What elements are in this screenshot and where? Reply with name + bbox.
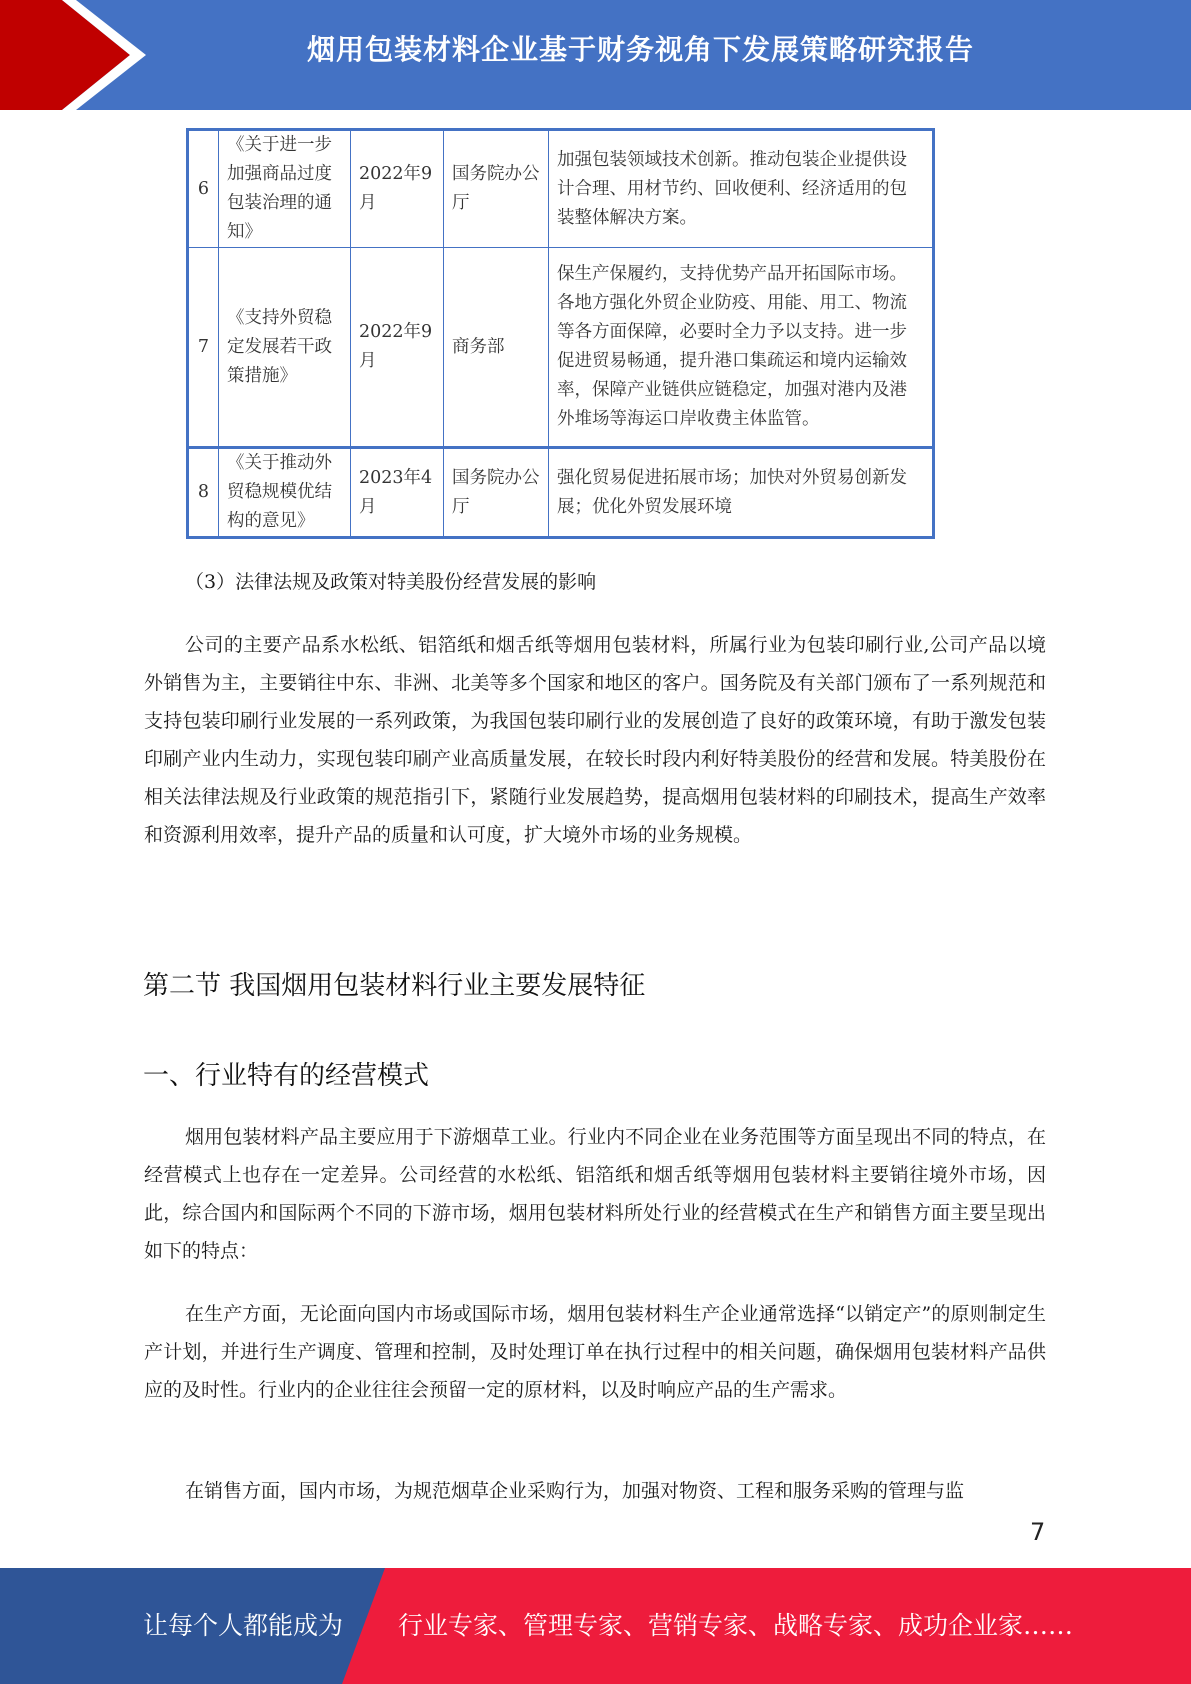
policy-name: 《关于进一步加强商品过度包装治理的通知》 bbox=[219, 130, 351, 248]
subsection-title: 一、行业特有的经营模式 bbox=[143, 1061, 430, 1091]
table-row bbox=[188, 130, 934, 248]
policy-content: 保生产保履约，支持优势产品开拓国际市场。各地方强化外贸企业防疫、用能、用工、物流等各方面保障，必要时全力予以支持。进一步促进贸易畅通，提升港口集疏运和境内运输效率，保障产业链供应链稳定，加强对港内及港外堆场等海运口岸收费主体监管。 bbox=[549, 248, 934, 448]
paragraph: 在生产方面，无论面向国内市场或国际市场，烟用包装材料生产企业通常选择“以销定产”的原则制定生产计划，并进行生产调度、管理和控制，及时处理订单在执行过程中的相关问题，确保烟用包装材料产品供应的及时性。行业内的企业往往会预留一定的原材料，以及时响应产品的生产需求。 bbox=[144, 1303, 1046, 1401]
row-number: 6 bbox=[188, 130, 219, 248]
policy-issuer: 国务院办公厅 bbox=[444, 130, 549, 248]
row-number: 8 bbox=[188, 448, 219, 538]
table-row bbox=[188, 448, 934, 538]
policy-name: 《支持外贸稳定发展若干政策措施》 bbox=[219, 248, 351, 448]
table-row bbox=[188, 248, 934, 448]
paragraph: 在销售方面，国内市场，为规范烟草企业采购行为，加强对物资、工程和服务采购的管理与监 bbox=[185, 1480, 965, 1502]
policy-date: 2023年4月 bbox=[351, 448, 444, 538]
row-number: 7 bbox=[188, 248, 219, 448]
policy-date: 2022年9月 bbox=[351, 248, 444, 448]
policy-table bbox=[186, 128, 935, 539]
section-title: 第二节 我国烟用包装材料行业主要发展特征 bbox=[143, 971, 646, 1001]
policy-issuer: 国务院办公厅 bbox=[444, 448, 549, 538]
report-title: 烟用包装材料企业基于财务视角下发展策略研究报告 bbox=[306, 33, 974, 66]
page-header bbox=[0, 0, 1191, 110]
policy-name: 《关于推动外贸稳规模优结构的意见》 bbox=[219, 448, 351, 538]
footer-slogan-left: 让每个人都能成为 bbox=[143, 1611, 344, 1640]
policy-issuer: 商务部 bbox=[444, 248, 549, 448]
policy-content: 强化贸易促进拓展市场；加快对外贸易创新发展；优化外贸发展环境 bbox=[549, 448, 934, 538]
policy-date: 2022年9月 bbox=[351, 130, 444, 248]
page-footer bbox=[0, 1568, 1191, 1684]
page-number: 7 bbox=[1030, 1518, 1046, 1546]
paragraph: 公司的主要产品系水松纸、铝箔纸和烟舌纸等烟用包装材料，所属行业为包装印刷行业,公司产品以境外销售为主，主要销往中东、非洲、北美等多个国家和地区的客户。国务院及有关部门颁布了一系列规范和支持包装印刷行业发展的一系列政策，为我国包装印刷行业的发展创造了良好的政策环境，有助于激发包装印刷产业内生动力，实现包装印刷产业高质量发展，在较长时段内利好特美股份的经营和发展。特美股份在相关法律法规及行业政策的规范指引下，紧随行业发展趋势，提高烟用包装材料的印刷技术，提高生产效率和资源利用效率，提升产品的质量和认可度，扩大境外市场的业务规模。 bbox=[144, 634, 1046, 846]
footer-slogan-right: 行业专家、管理专家、营销专家、战略专家、成功企业家…… bbox=[398, 1611, 1074, 1640]
subheading: （3）法律法规及政策对特美股份经营发展的影响 bbox=[185, 571, 597, 593]
policy-content: 加强包装领域技术创新。推动包装企业提供设计合理、用材节约、回收便利、经济适用的包装整体解决方案。 bbox=[549, 130, 934, 248]
paragraph: 烟用包装材料产品主要应用于下游烟草工业。行业内不同企业在业务范围等方面呈现出不同的特点，在经营模式上也存在一定差异。公司经营的水松纸、铝箔纸和烟舌纸等烟用包装材料主要销往境外市场，因此，综合国内和国际两个不同的下游市场，烟用包装材料所处行业的经营模式在生产和销售方面主要呈现出如下的特点： bbox=[144, 1126, 1046, 1262]
